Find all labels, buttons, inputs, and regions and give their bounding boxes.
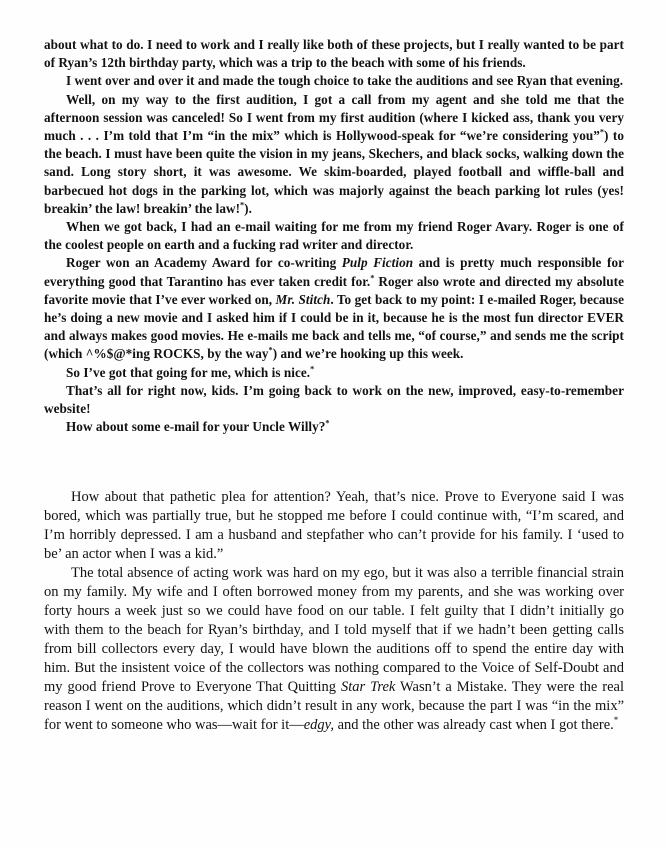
text-run: Roger also wrote and directed my absolute favorite movie that I’ve ever worked on, <box>44 273 624 307</box>
text-run: . To get back to my point: I e-mailed Roger, because he’s doing a new movie and I asked him if I could be in it, because he is the most fun director EVER and always makes good movies. He e-mails me back and tells me, “of course,” and sends me the script (which ^%$@*ing ROCKS, by the way <box>44 291 624 362</box>
footnote-marker: * <box>325 418 330 428</box>
italic-text: Mr. Stitch <box>275 291 331 307</box>
blog-excerpt-section <box>44 36 624 436</box>
text-run: I went over and over it and made the tough choice to take the auditions and see Ryan that evening. <box>66 73 624 89</box>
paragraph <box>44 564 624 735</box>
text-run: ) to the beach. I must have been quite the vision in my jeans, Skechers, and black socks, walking down the sand. Long story short, it was awesome. We skim-boarded, played football and wiffle-ball and barbecued hot dogs in the parking lot, which was majorly against the beach parking lot rules (yes! breakin’ the law! breakin’ the law! <box>44 128 624 216</box>
italic-text: Pulp Fiction <box>341 255 414 271</box>
paragraph <box>44 382 624 418</box>
text-run: So I’ve got that going for me, which is nice. <box>66 364 311 380</box>
text-run: and the other was already cast when I got there. <box>333 717 614 734</box>
footnote-marker: * <box>310 364 315 374</box>
text-run: about what to do. I need to work and I really like both of these projects, but I really wanted to be part of Ryan’s 12th birthday party, which was a trip to the beach with some of his friends. <box>44 37 624 71</box>
text-run: Well, on my way to the first audition, I got a call from my agent and she told me that the afternoon session was canceled! So I went from my first audition (where I kicked ass, thank you very much . . . I’m told that I’m “in the mix” which is Hollywood-speak for “we’re considering you” <box>44 91 624 144</box>
paragraph <box>44 91 624 218</box>
text-run: and is pretty much responsible for everything good that Tarantino has ever taken credit for. <box>44 255 624 289</box>
footnote-marker: * <box>240 200 245 210</box>
paragraph <box>44 36 624 72</box>
paragraph <box>44 364 624 382</box>
paragraph <box>44 254 624 363</box>
footnote-marker: * <box>370 273 375 283</box>
paragraph <box>44 418 624 436</box>
paragraph <box>44 218 624 254</box>
text-run: How about some e-mail for your Uncle Willy? <box>66 419 326 435</box>
text-run: ). <box>244 200 252 216</box>
paragraph <box>44 488 624 564</box>
text-run: That’s all for right now, kids. I’m going back to work on the new, improved, easy-to-remember website! <box>44 382 624 417</box>
text-run: ) and we’re hooking up this week. <box>272 346 464 362</box>
italic-text: Star Trek <box>340 679 396 696</box>
paragraph <box>44 72 624 90</box>
narrative-section <box>44 488 624 735</box>
italic-text: edgy, <box>303 717 334 734</box>
text-run: When we got back, I had an e-mail waiting for me from my friend Roger Avary. Roger is one of the coolest people on earth and a fucking rad writer and director. <box>44 219 624 253</box>
footnote-marker: * <box>268 346 273 356</box>
text-run: How about that pathetic plea for attention? Yeah, that’s nice. Prove to Everyone said I was bored, which was partially true, but he stopped me before I could continue with, “I’m scared, and I’m horribly depressed. I am a husband and stepfather who can’t provide for his family. I ‘used to be’ an actor when I was a kid.” <box>44 489 624 563</box>
text-run: The total absence of acting work was hard on my ego, but it was also a terrible financial strain on my family. My wife and I often borrowed money from my parents, and she was working over forty hours a week just so we could have food on our table. I felt guilty that I didn’t initially go with them to the beach for Ryan’s birthday, and I told myself that if we hadn’t been getting calls from bill collectors every day, I would have blown the auditions off to spend the entire day with him. But the insistent voice of the collectors was nothing compared to the Voice of Self-Doubt and my good friend Prove to Everyone That Quitting <box>44 565 624 696</box>
footnote-marker: * <box>613 715 619 726</box>
text-run: Wasn’t a Mistake. They were the real reason I went on the auditions, which didn’t result in any work, because the part I was “in the mix” for went to someone who was—wait for it— <box>44 679 624 734</box>
text-run: Roger won an Academy Award for co-writing <box>66 255 342 271</box>
footnote-marker: * <box>599 127 605 137</box>
